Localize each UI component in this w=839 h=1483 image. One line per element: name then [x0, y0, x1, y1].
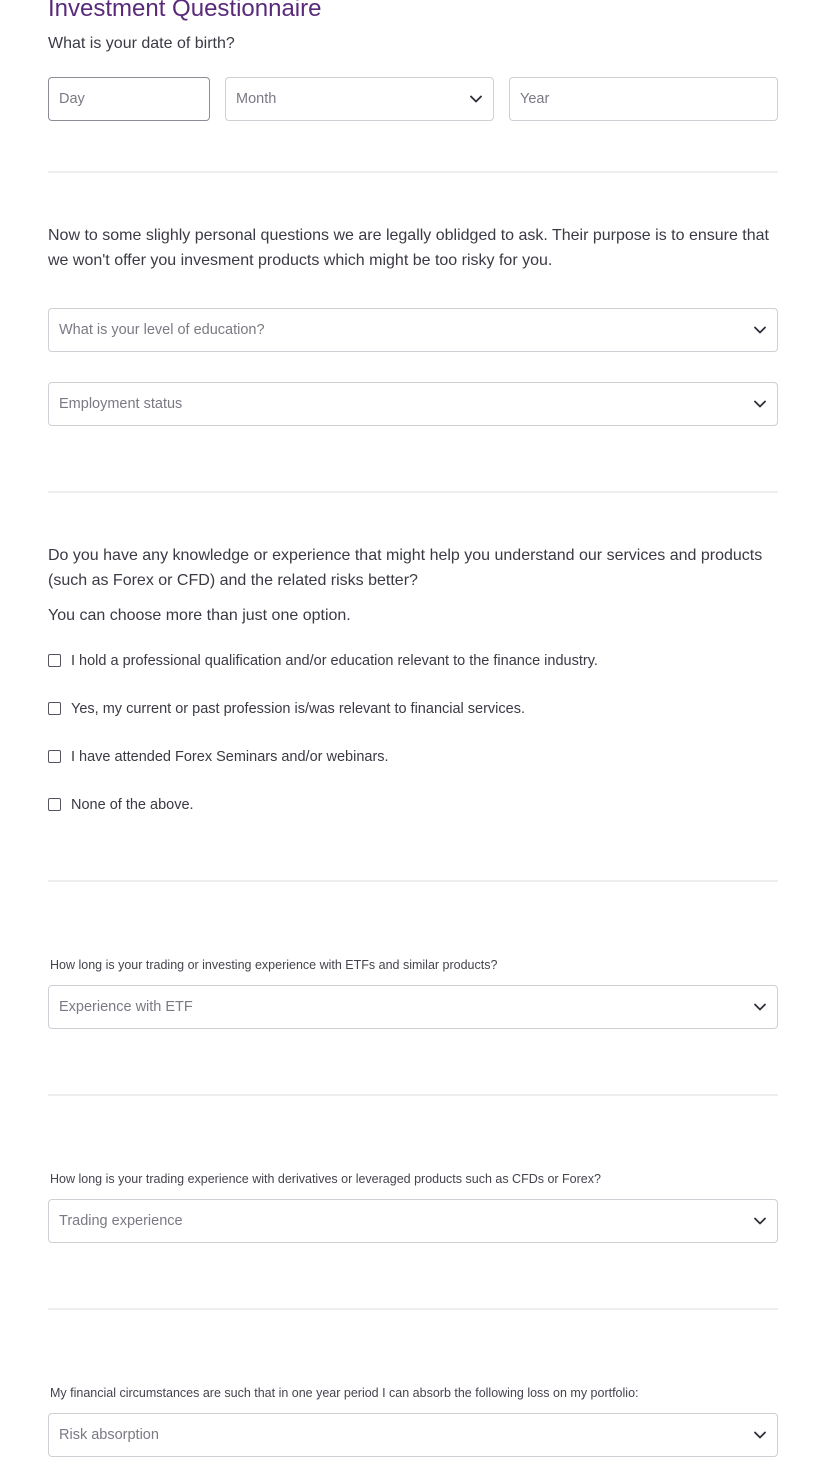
checkbox-none-of-the-above[interactable] — [48, 796, 194, 814]
checkbox-forex-seminars[interactable] — [48, 748, 389, 766]
page-title: Investment Questionnaire — [48, 0, 322, 22]
chevron-down-icon — [753, 1000, 767, 1014]
etf-experience-select-value: Experience with ETF — [59, 999, 193, 1015]
trading-experience-select[interactable] — [48, 1199, 778, 1243]
etf-experience-select[interactable] — [48, 985, 778, 1029]
education-select-value: What is your level of education? — [59, 322, 265, 338]
checkbox-label: Yes, my current or past profession is/was relevant to financial services. — [71, 701, 525, 717]
trading-experience-select-value: Trading experience — [59, 1213, 183, 1229]
month-select-value: Month — [236, 91, 277, 107]
checkbox[interactable] — [48, 654, 61, 667]
chevron-down-icon — [753, 397, 767, 411]
employment-select[interactable] — [48, 382, 778, 426]
year-input[interactable] — [520, 91, 767, 107]
employment-select-value: Employment status — [59, 396, 183, 412]
day-input[interactable] — [59, 91, 199, 107]
checkbox-label: None of the above. — [71, 797, 194, 813]
checkbox-relevant-profession[interactable] — [48, 700, 525, 718]
chevron-down-icon — [753, 1214, 767, 1228]
checkbox-label: I have attended Forex Seminars and/or webinars. — [71, 749, 389, 765]
personal-intro: Now to some slighly personal questions we are legally oblidged to ask. Their purpose is to ensure that we won't offer you invesment products which might be too risky for you. — [48, 227, 769, 269]
risk-question: My financial circumstances are such that in one year period I can absorb the following loss on my portfolio: — [50, 1386, 639, 1400]
section-divider — [48, 491, 778, 493]
day-field[interactable] — [48, 77, 210, 121]
checkbox[interactable] — [48, 798, 61, 811]
derivatives-question: How long is your trading experience with derivatives or leveraged products such as CFDs or Forex? — [50, 1172, 601, 1186]
checkbox-label: I hold a professional qualification and/or education relevant to the finance industry. — [71, 653, 598, 669]
knowledge-question: Do you have any knowledge or experience that might help you understand our services and products (such as Forex or CFD) and the related risks better? — [48, 547, 763, 589]
education-select[interactable] — [48, 308, 778, 352]
etf-question: How long is your trading or investing experience with ETFs and similar products? — [50, 958, 498, 972]
checkbox[interactable] — [48, 702, 61, 715]
chevron-down-icon — [753, 323, 767, 337]
chevron-down-icon — [753, 1428, 767, 1442]
section-divider — [48, 1094, 778, 1096]
month-select[interactable] — [225, 77, 494, 121]
section-divider — [48, 171, 778, 173]
risk-absorption-select-value: Risk absorption — [59, 1427, 159, 1443]
section-divider — [48, 1308, 778, 1310]
dob-question: What is your date of birth? — [48, 35, 235, 52]
checkbox[interactable] — [48, 750, 61, 763]
knowledge-hint: You can choose more than just one option. — [48, 607, 351, 624]
year-field[interactable] — [509, 77, 778, 121]
chevron-down-icon — [469, 92, 483, 106]
section-divider — [48, 880, 778, 882]
risk-absorption-select[interactable] — [48, 1413, 778, 1457]
checkbox-professional-qualification[interactable] — [48, 652, 598, 670]
